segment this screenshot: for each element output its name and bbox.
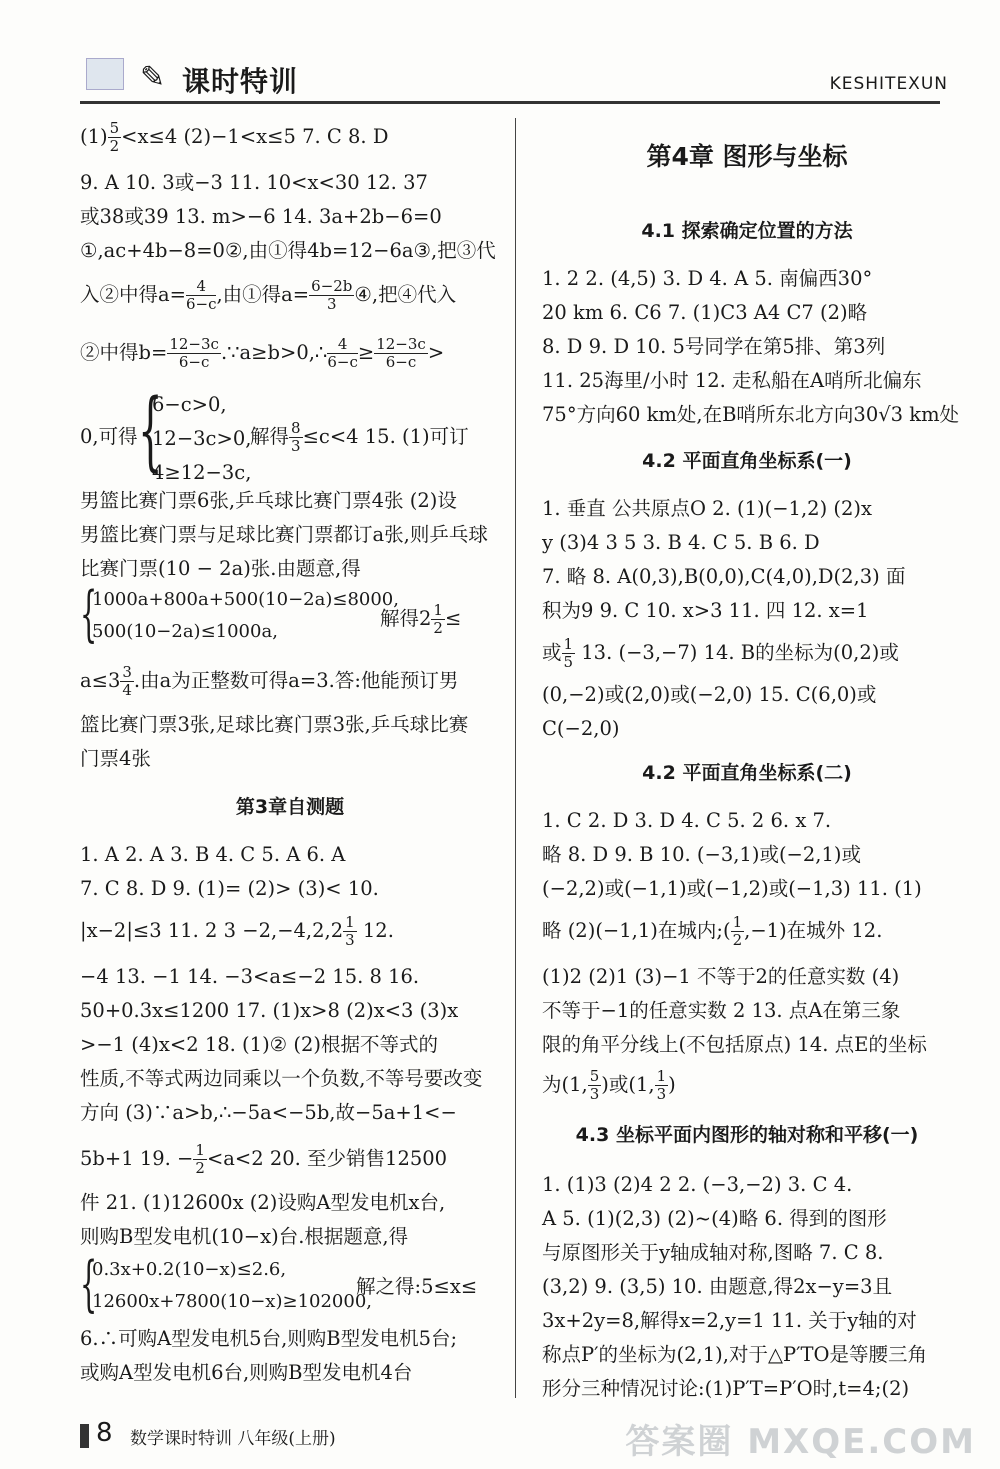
answer-line: 3x+2y=8,解得x=2,y=1 11. 关于y轴的对: [542, 1309, 917, 1332]
answer-line: 1. A 2. A 3. B 4. C 5. A 6. A: [80, 843, 346, 866]
answer-line: 略 8. D 9. B 10. (−3,1)或(−2,1)或: [542, 843, 862, 866]
column-divider: [515, 118, 516, 1398]
frac-den: 6−c: [385, 353, 417, 371]
frac-num: 6−2b: [311, 277, 353, 295]
answer-line: 或38或39 13. m>−6 14. 3a+2b−6=0: [80, 205, 442, 228]
section-title: 4.3 坐标平面内图形的轴对称和平移(一): [575, 1124, 919, 1146]
answer-line: (−2,2)或(−1,1)或(−1,2)或(−1,3) 11. (1): [542, 877, 922, 900]
frac-den: 2: [732, 931, 743, 949]
answer-line: 性质,不等式两边同乘以一个负数,不等号要改变: [80, 1067, 483, 1090]
frac-num: 3: [122, 663, 132, 681]
pen-icon: ✎: [140, 60, 166, 95]
answer-line: 比赛门票(10 − 2a)张.由题意,得: [80, 557, 361, 580]
frac-den: 2: [433, 619, 443, 637]
answer-text: 为(1,: [542, 1073, 588, 1096]
equation: 12600x+7800(10−x)≥102000,: [92, 1291, 373, 1312]
book-title: 数学课时特训 八年级(上册): [130, 1429, 336, 1449]
frac-num: 1: [345, 913, 355, 931]
logo-icon: [86, 58, 124, 90]
fraction: [431, 602, 445, 637]
fraction: [343, 914, 357, 949]
answer-line: 6.∴可购A型发电机5台,则购B型发电机5台;: [80, 1327, 458, 1350]
answer-line: 形分三种情况讨论:(1)P′T=P′O时,t=4;(2): [542, 1377, 910, 1400]
frac-den: 6−c: [327, 353, 358, 371]
answer-line: 男篮比赛门票6张,乒乓球比赛门票4张 (2)设: [80, 489, 457, 512]
fraction: [120, 664, 134, 699]
answer-line: [380, 602, 461, 637]
brand-pinyin: KESHITEXUN: [829, 74, 948, 94]
watermark: 答案圈 MXQE.COM: [625, 1422, 976, 1462]
frac-num: 8: [291, 419, 301, 437]
answer-text: 13. (−3,−7) 14. B的坐标为(0,2)或: [575, 641, 899, 664]
section-title: 4.2 平面直角坐标系(一): [642, 450, 852, 472]
fraction: [309, 278, 354, 313]
frac-num: 4: [186, 278, 217, 296]
answer-line: [542, 1068, 676, 1103]
answer-line: [80, 664, 458, 699]
answer-line: 7. 略 8. A(0,3),B(0,0),C(4,0),D(2,3) 面: [542, 565, 906, 588]
answer-line: [80, 336, 444, 371]
fraction: [327, 336, 358, 371]
section-title: 4.2 平面直角坐标系(二): [642, 762, 852, 784]
answer-line: A 5. (1)(2,3) (2)~(4)略 6. 得到的图形: [542, 1207, 887, 1230]
answer-line: [542, 636, 899, 671]
fraction: [167, 336, 221, 371]
answer-line: 9. A 10. 3或−3 11. 10<x<30 12. 37: [80, 171, 428, 194]
answer-text: ②中得b=: [80, 341, 168, 364]
answer-line: 1. 垂直 公共原点O 2. (1)(−1,2) (2)x: [542, 497, 872, 520]
fraction: [108, 120, 122, 155]
answer-text: )或(1,: [601, 1073, 655, 1096]
answer-text: 解得: [250, 425, 290, 448]
frac-den: 2: [109, 137, 120, 155]
frac-den: 5: [563, 653, 574, 671]
answer-line: 方向 (3)∵a>b,∴−5a<−5b,故−5a+1<−: [80, 1101, 457, 1124]
brace-icon: {: [138, 381, 163, 481]
answer-line: 11. 25海里/小时 12. 走私船在A哨所北偏东: [542, 369, 922, 392]
answer-text: 入②中得a=: [80, 283, 186, 306]
answer-line: −4 13. −1 14. −3<a≤−2 15. 8 16.: [80, 965, 420, 988]
equation: 500(10−2a)≤1000a,: [92, 621, 278, 642]
frac-num: 1: [195, 1141, 205, 1159]
answer-line: [80, 278, 456, 313]
answer-line: 50+0.3x≤1200 17. (1)x>8 (2)x<3 (3)x: [80, 999, 459, 1022]
answer-line: 门票4张: [80, 747, 151, 770]
answer-text: .∵a≥b>0,∴: [220, 341, 328, 364]
frac-num: 1: [433, 601, 443, 619]
answer-text: ): [668, 1073, 676, 1096]
frac-num: 1: [732, 913, 743, 931]
answer-line: 1. (1)3 (2)4 2 2. (−3,−2) 3. C 4.: [542, 1173, 853, 1196]
answer-line: (1)2 (2)1 (3)−1 不等于2的任意实数 (4): [542, 965, 900, 988]
fraction: [374, 336, 428, 371]
answer-line: ①,ac+4b−8=0②,由①得4b=12−6a③,把③代: [80, 239, 496, 262]
answer-text: |x−2|≤3 11. 2 3 −2,−4,2,2: [80, 919, 344, 942]
frac-num: 12−3c: [169, 335, 219, 353]
answer-line: [80, 914, 394, 949]
answer-line: 20 km 6. C6 7. (1)C3 A4 C7 (2)略: [542, 301, 868, 324]
equation: 4≥12−3c,: [152, 461, 252, 484]
answer-line: y (3)4 3 5 3. B 4. C 5. B 6. D: [542, 531, 820, 554]
answer-text: 12.: [356, 919, 394, 942]
fraction: [588, 1068, 602, 1103]
frac-den: 3: [589, 1085, 600, 1103]
equation-system: [152, 388, 251, 490]
section-title: 第3章自测题: [235, 796, 345, 818]
equation: 6−c>0,: [152, 393, 227, 416]
fraction: [193, 1142, 207, 1177]
frac-den: 6−c: [185, 295, 217, 313]
answer-text: 略 (2)(−1,1)在城内;(: [542, 919, 731, 942]
answer-text: 解得2: [380, 607, 432, 630]
page-footer: [0, 1408, 1000, 1468]
answer-line: 1. C 2. D 3. D 4. C 5. 2 6. x 7.: [542, 809, 832, 832]
frac-den: 3: [345, 931, 355, 949]
answer-line: 不等于−1的任意实数 2 13. 点A在第三象: [542, 999, 901, 1022]
page-header: [0, 0, 1000, 110]
fraction: [562, 636, 576, 671]
frac-den: 4: [122, 681, 132, 699]
fraction: [731, 914, 745, 949]
brace-icon: {: [80, 579, 98, 649]
answer-text: ≤: [444, 607, 462, 630]
equation: 0.3x+0.2(10−x)≤2.6,: [92, 1259, 287, 1280]
answer-line: [542, 914, 882, 949]
header-rule: [80, 101, 940, 104]
frac-den: 3: [327, 295, 337, 313]
answer-line: [80, 120, 388, 155]
frac-num: 5: [109, 119, 120, 137]
answer-text: 或: [542, 641, 562, 664]
answer-line: 7. C 8. D 9. (1)= (2)> (3)< 10.: [80, 877, 379, 900]
answer-line: 或购A型发电机6台,则购B型发电机4台: [80, 1361, 413, 1384]
frac-den: 3: [291, 437, 301, 455]
frac-den: 3: [656, 1085, 667, 1103]
answer-line: 篮比赛门票3张,足球比赛门票3张,乒乓球比赛: [80, 713, 469, 736]
answer-text: ≤c<4 15. (1)可订: [302, 425, 469, 448]
answer-text: ,由①得a=: [216, 283, 310, 306]
chapter-title: 第4章 图形与坐标: [646, 142, 848, 171]
answer-line: 称点P′的坐标为(2,1),对于△P′TO是等腰三角: [542, 1343, 928, 1366]
answer-line: [250, 420, 469, 455]
fraction: [289, 420, 303, 455]
frac-den: 2: [195, 1159, 205, 1177]
answer-line: 男篮比赛门票与足球比赛门票都订a张,则乒乓球: [80, 523, 488, 546]
answer-line: 0,可得: [80, 425, 138, 448]
brand-title: 课时特训: [182, 65, 299, 98]
answer-line: 8. D 9. D 10. 5号同学在第5排、第3列: [542, 335, 886, 358]
equation: 12−3c>0,: [152, 427, 252, 450]
page-number: 8: [96, 1418, 113, 1448]
answer-line: (3,2) 9. (3,5) 10. 由题意,得2x−y=3且: [542, 1275, 893, 1298]
frac-num: 1: [656, 1067, 667, 1085]
answer-line: [80, 1142, 447, 1177]
answer-text: 5b+1 19. −: [80, 1147, 194, 1170]
fraction: [186, 278, 217, 313]
answer-text: a≤3: [80, 669, 121, 692]
frac-num: 12−3c: [376, 335, 426, 353]
equation-system: [92, 584, 399, 648]
answer-line: 限的角平分线上(不包括原点) 14. 点E的坐标: [542, 1033, 927, 1056]
answer-line: >−1 (4)x<2 18. (1)② (2)根据不等式的: [80, 1033, 438, 1056]
equation: 1000a+800a+500(10−2a)≤8000,: [92, 589, 399, 610]
answer-text: (1): [80, 125, 108, 148]
answer-text: >: [427, 341, 445, 364]
answer-line: 积为9 9. C 10. x>3 11. 四 12. x=1: [542, 599, 869, 622]
frac-num: 5: [589, 1067, 600, 1085]
fraction: [655, 1068, 669, 1103]
answer-text: ≥: [357, 341, 375, 364]
answer-line: 1. 2 2. (4,5) 3. D 4. A 5. 南偏西30°: [542, 267, 873, 290]
answer-text: ④,把④代入: [354, 283, 457, 306]
answer-text: <x≤4 (2)−1<x≤5 7. C 8. D: [121, 125, 389, 148]
frac-num: 4: [327, 336, 358, 354]
answer-line: 解之得:5≤x≤: [356, 1275, 478, 1298]
equation-system: [92, 1254, 372, 1318]
answer-text: <a<2 20. 至少销售12500: [206, 1147, 448, 1170]
answer-line: C(−2,0): [542, 717, 620, 740]
answer-text: ,−1)在城外 12.: [744, 919, 883, 942]
answer-line: 则购B型发电机(10−x)台.根据题意,得: [80, 1225, 409, 1248]
section-title: 4.1 探索确定位置的方法: [641, 220, 853, 242]
brace-icon: {: [80, 1249, 98, 1319]
frac-den: 6−c: [178, 353, 210, 371]
answer-line: 75°方向60 km处,在B哨所东北方向30√3 km处: [542, 403, 960, 426]
answer-line: (0,−2)或(2,0)或(−2,0) 15. C(6,0)或: [542, 683, 877, 706]
frac-num: 1: [563, 635, 574, 653]
footer-mark: [80, 1424, 89, 1448]
answer-text: .由a为正整数可得a=3.答:他能预订男: [133, 669, 459, 692]
answer-line: 件 21. (1)12600x (2)设购A型发电机x台,: [80, 1191, 446, 1214]
answer-line: 与原图形关于y轴成轴对称,图略 7. C 8.: [542, 1241, 884, 1264]
